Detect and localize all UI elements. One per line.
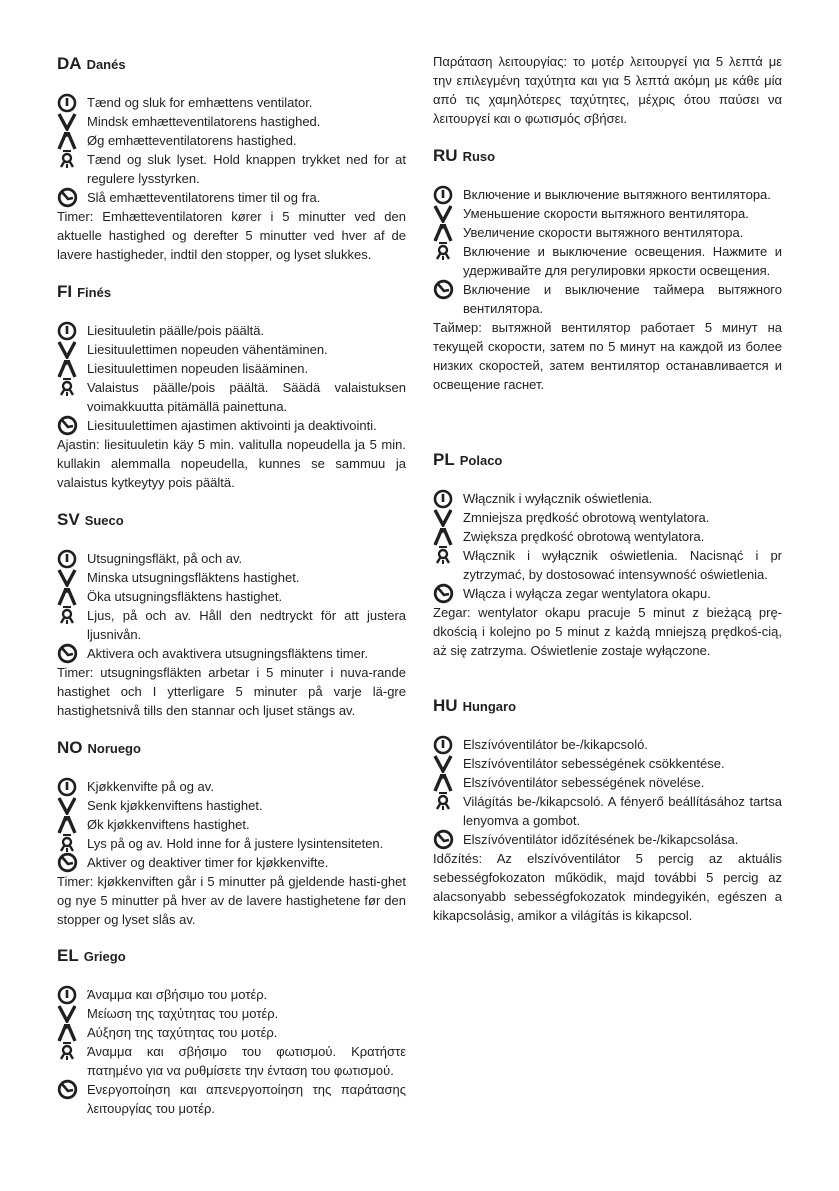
control-description-text: Tænd og sluk lyset. Hold knappen trykket ned for at regulere lysstyrken. <box>87 152 406 186</box>
speed-up-icon <box>433 773 455 792</box>
section-hu <box>433 696 782 925</box>
control-description-text: Utsugningsfläkt, på och av. <box>87 551 243 566</box>
control-description-text: Увеличение скорости вытяжного вентилятора. <box>463 225 744 240</box>
control-description-text: Elszívóventilátor időzítésének be-/kikapcsolása. <box>463 832 739 847</box>
control-description-item <box>57 1080 406 1118</box>
control-description-text: Øk kjøkkenviftens hastighet. <box>87 817 250 832</box>
light-icon <box>57 1042 79 1061</box>
section-da <box>57 54 406 264</box>
control-description-item <box>57 834 406 853</box>
section-no <box>57 738 406 929</box>
control-description-item <box>57 378 406 416</box>
timer-description: Ajastin: liesituuletin käy 5 min. valitulla nopeudella ja 5 min. kullakin alemmalla nopeudella, kunnes se sammuu ja valaistus kytkeytyy pois päältä. <box>57 437 406 490</box>
timer-icon <box>433 830 455 849</box>
speed-down-icon <box>433 204 455 223</box>
speed-down-icon <box>433 754 455 773</box>
timer-icon <box>57 188 79 207</box>
light-icon <box>433 242 455 261</box>
control-description-text: Αύξηση της ταχύτητας του μοτέρ. <box>87 1025 278 1040</box>
timer-description: Időzítés: Az elszívóventilátor 5 percig az aktuális sebességfokozaton működik, majd további 5 percig az alacsonyabb sebességfokozatok mindegyikén, egészen a kikapcsolásig, amikor a világítás is kikapcsol. <box>433 851 782 923</box>
control-description-item <box>57 188 406 207</box>
control-description-item <box>57 131 406 150</box>
language-name: Griego <box>83 949 126 964</box>
section-heading <box>433 696 782 716</box>
language-name: Ruso <box>462 149 496 164</box>
light-icon <box>433 792 455 811</box>
language-name: Noruego <box>87 741 141 756</box>
control-description-text: Zwiększa prędkość obrotową wentylatora. <box>463 529 705 544</box>
section-sv <box>57 510 406 720</box>
control-description-text: Valaistus päälle/pois päältä. Säädä valaistuksen voimakkuutta pitämällä painettuna. <box>87 380 406 414</box>
speed-up-icon <box>57 587 79 606</box>
control-description-item <box>433 773 782 792</box>
language-code: FI <box>57 282 73 301</box>
control-description-text: Senk kjøkkenviftens hastighet. <box>87 798 263 813</box>
control-description-item <box>57 150 406 188</box>
control-description-text: Άναμμα και σβήσιμο του φωτισμού. Κρατήστε πατημένο για να ρυθμίσετε την ένταση του φωτισμού. <box>87 1044 406 1078</box>
speed-up-icon <box>57 131 79 150</box>
control-description-text: Ljus, på och av. Håll den nedtryckt för att justera ljusnivån. <box>87 608 406 642</box>
timer-description: Таймер: вытяжной вентилятор работает 5 минут на текущей скорости, затем по 5 минут на каждой из более низких скоростей, затем вентилятор останавливается и освещение гаснет. <box>433 320 782 392</box>
language-code: SV <box>57 510 80 529</box>
speed-up-icon <box>57 1023 79 1042</box>
control-description-item <box>433 489 782 508</box>
control-description-item <box>433 242 782 280</box>
light-icon <box>57 834 79 853</box>
control-description-text: Włącza i wyłącza zegar wentylatora okapu. <box>463 586 711 601</box>
control-description-text: Включение и выключение освещения. Нажмите и удерживайте для регулировки яркости освещения. <box>463 244 782 278</box>
control-description-text: Уменьшение скорости вытяжного вентилятора. <box>463 206 749 221</box>
language-name: Hungaro <box>462 699 517 714</box>
speed-up-icon <box>433 223 455 242</box>
light-icon <box>57 150 79 169</box>
light-icon <box>433 546 455 565</box>
control-description-item <box>433 185 782 204</box>
control-description-text: Öka utsugningsfläktens hastighet. <box>87 589 283 604</box>
control-description-item <box>433 830 782 849</box>
control-description-item <box>433 223 782 242</box>
control-description-item <box>433 527 782 546</box>
section-heading <box>433 450 782 470</box>
control-description-item <box>57 777 406 796</box>
control-description-item <box>57 416 406 435</box>
timer-description: Zegar: wentylator okapu pracuje 5 minut z bieżącą prę-dkością i kolejno po 5 minut z każdą mniejszą prędkoś-cią, aż się zatrzyma. Oświetlenie zostaje wyłączone. <box>433 605 782 658</box>
control-description-text: Lys på og av. Hold inne for å justere lysintensiteten. <box>87 836 384 851</box>
speed-up-icon <box>433 527 455 546</box>
timer-icon <box>57 644 79 663</box>
language-name: Sueco <box>84 513 124 528</box>
control-description-text: Włącznik i wyłącznik oświetlenia. Nacisnąć i pr zytrzymać, by dostosować intensywność oświetlenia. <box>463 548 782 582</box>
control-description-text: Kjøkkenvifte på og av. <box>87 779 214 794</box>
control-description-item <box>57 1004 406 1023</box>
language-code: EL <box>57 946 79 965</box>
control-description-item <box>433 584 782 603</box>
speed-down-icon <box>57 340 79 359</box>
control-description-text: Μείωση της ταχύτητας του μοτέρ. <box>87 1006 279 1021</box>
control-description-item <box>57 587 406 606</box>
timer-icon <box>57 853 79 872</box>
control-description-item <box>433 546 782 584</box>
language-code: HU <box>433 696 458 715</box>
timer-icon <box>433 584 455 603</box>
power-icon <box>433 185 455 204</box>
language-code: NO <box>57 738 83 757</box>
power-icon <box>57 777 79 796</box>
control-description-item <box>57 1042 406 1080</box>
timer-icon <box>57 416 79 435</box>
timer-description: Timer: utsugningsfläkten arbetar i 5 minuter i nuva-rande hastighet och I ytterligare 5 minuter på varje lä-gre hastighetsnivå tills den stannar och ljuset stängs av. <box>57 665 406 718</box>
speed-down-icon <box>433 508 455 527</box>
timer-description: Timer: Emhætteventilatoren kører i 5 minutter ved den aktuelle hastighed og derefter 5 minutter ved hver af de lavere hastigheder, indtil den stopper, og lyset slukkes. <box>57 209 406 262</box>
control-description-item <box>57 853 406 872</box>
control-description-text: Aktivera och avaktivera utsugningsfläktens timer. <box>87 646 369 661</box>
section-pl <box>433 450 782 660</box>
control-description-text: Elszívóventilátor sebességének növelése. <box>463 775 705 790</box>
power-icon <box>57 93 79 112</box>
control-description-text: Liesituuletin päälle/pois päältä. <box>87 323 265 338</box>
power-icon <box>57 985 79 1004</box>
section-heading <box>57 54 406 74</box>
speed-down-icon <box>57 796 79 815</box>
control-description-text: Liesituulettimen ajastimen aktivointi ja deaktivointi. <box>87 418 377 433</box>
section-heading <box>57 738 406 758</box>
section-heading <box>57 510 406 530</box>
control-description-text: Aktiver og deaktiver timer for kjøkkenvifte. <box>87 855 329 870</box>
language-code: DA <box>57 54 82 73</box>
section-el <box>57 946 406 1118</box>
speed-down-icon <box>57 1004 79 1023</box>
control-description-item <box>57 1023 406 1042</box>
control-description-item <box>57 644 406 663</box>
control-description-text: Mindsk emhætteventilatorens hastighed. <box>87 114 321 129</box>
control-description-text: Включение и выключение вытяжного вентилятора. <box>463 187 771 202</box>
control-description-text: Включение и выключение таймера вытяжного вентилятора. <box>463 282 782 316</box>
control-description-text: Elszívóventilátor be-/kikapcsoló. <box>463 737 648 752</box>
section-heading <box>57 946 406 966</box>
control-description-item <box>57 568 406 587</box>
power-icon <box>433 489 455 508</box>
control-description-item <box>433 204 782 223</box>
control-description-item <box>433 508 782 527</box>
language-name: Finés <box>77 285 112 300</box>
section-fi <box>57 282 406 492</box>
control-description-item <box>57 985 406 1004</box>
control-description-item <box>57 93 406 112</box>
control-description-item <box>433 792 782 830</box>
greek-continuation-paragraph: Παράταση λειτουργίας: το μοτέρ λειτουργεί για 5 λεπτά με την επιλεγμένη ταχύτητα και για 5 λεπτά ακόμη με κάθε μία από τις χαμηλότερες ταχύτητες, μέχρις ότου παύσει να λειτουργεί και ο φωτισμός σβήσει. <box>433 54 782 126</box>
control-description-item <box>57 359 406 378</box>
timer-description: Timer: kjøkkenviften går i 5 minutter på gjeldende hasti-ghet og nye 5 minutter på hver av de lavere hastighetene før den stopper og lyset slås av. <box>57 874 406 927</box>
speed-down-icon <box>57 112 79 131</box>
power-icon <box>57 549 79 568</box>
control-description-item <box>57 112 406 131</box>
control-description-item <box>57 606 406 644</box>
right-column <box>433 0 782 1191</box>
language-name: Polaco <box>459 453 503 468</box>
control-description-item <box>433 735 782 754</box>
control-description-text: Ενεργοποίηση και απενεργοποίηση της παράτασης λειτουργίας του μοτέρ. <box>87 1082 406 1116</box>
control-description-item <box>433 754 782 773</box>
language-code: RU <box>433 146 458 165</box>
control-description-text: Minska utsugningsfläktens hastighet. <box>87 570 300 585</box>
left-column <box>57 0 406 1191</box>
control-description-text: Slå emhætteventilatorens timer til og fra. <box>87 190 321 205</box>
section-heading <box>433 146 782 166</box>
control-description-text: Liesituulettimen nopeuden vähentäminen. <box>87 342 328 357</box>
control-description-text: Liesituulettimen nopeuden lisääminen. <box>87 361 309 376</box>
language-code: PL <box>433 450 455 469</box>
control-description-text: Tænd og sluk for emhættens ventilator. <box>87 95 313 110</box>
speed-down-icon <box>57 568 79 587</box>
section-heading <box>57 282 406 302</box>
control-description-text: Włącznik i wyłącznik oświetlenia. <box>463 491 653 506</box>
power-icon <box>57 321 79 340</box>
control-description-text: Világítás be-/kikapcsoló. A fényerő beállításához tartsa lenyomva a gombot. <box>463 794 782 828</box>
control-description-text: Zmniejsza prędkość obrotową wentylatora. <box>463 510 710 525</box>
control-description-item <box>57 549 406 568</box>
speed-up-icon <box>57 815 79 834</box>
light-icon <box>57 606 79 625</box>
control-description-item <box>433 280 782 318</box>
control-description-text: Elszívóventilátor sebességének csökkentése. <box>463 756 725 771</box>
control-description-item <box>57 796 406 815</box>
control-description-text: Øg emhætteventilatorens hastighed. <box>87 133 297 148</box>
speed-up-icon <box>57 359 79 378</box>
language-name: Danés <box>86 57 126 72</box>
control-description-text: Άναμμα και σβήσιμο του μοτέρ. <box>87 987 268 1002</box>
timer-icon <box>433 280 455 299</box>
control-description-item <box>57 321 406 340</box>
control-description-item <box>57 340 406 359</box>
control-description-item <box>57 815 406 834</box>
timer-icon <box>57 1080 79 1099</box>
power-icon <box>433 735 455 754</box>
section-ru <box>433 146 782 394</box>
light-icon <box>57 378 79 397</box>
